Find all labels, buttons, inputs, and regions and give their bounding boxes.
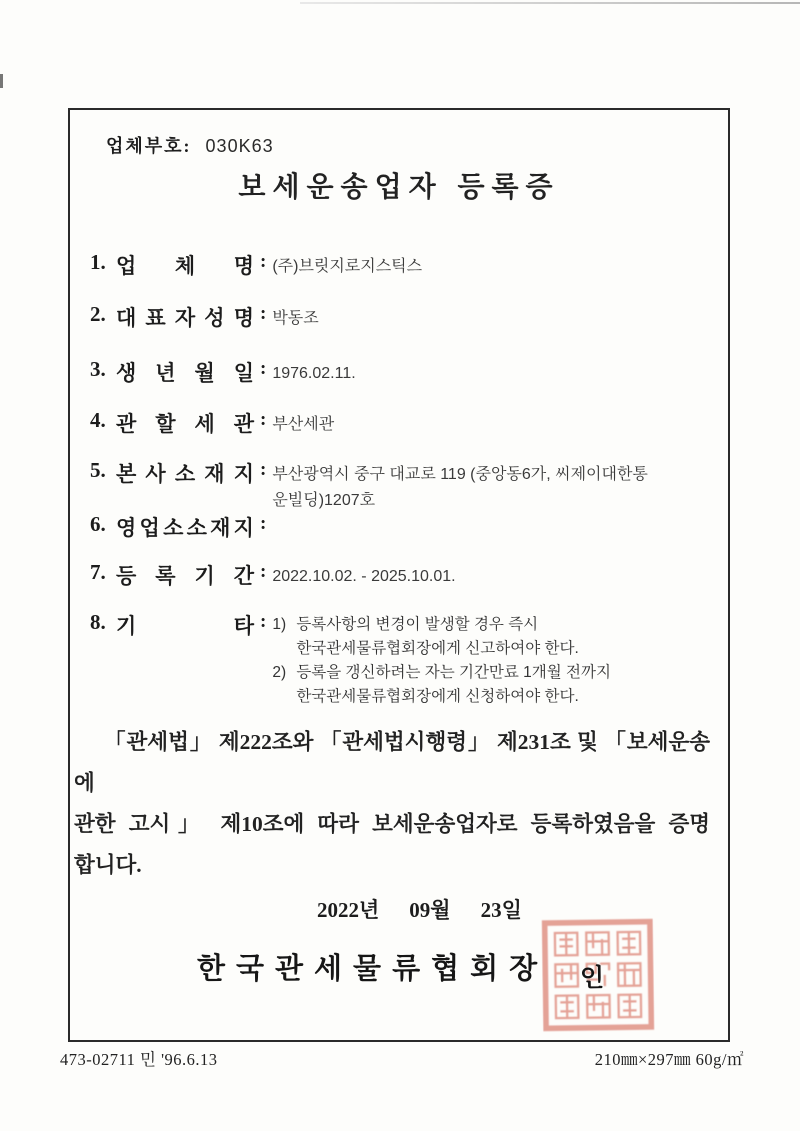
note-2 xyxy=(272,661,611,709)
issue-day: 23일 xyxy=(480,898,522,922)
note-text xyxy=(296,613,578,661)
official-seal-stamp xyxy=(541,917,655,1033)
issue-month: 09월 xyxy=(409,898,451,922)
note-line: 등록사항의 변경이 발생할 경우 즉시 xyxy=(296,616,539,633)
item-number: 5. xyxy=(90,458,106,482)
form-number: 473-02711 민 '96.6.13 xyxy=(60,1050,218,1069)
item-value: 박동조 xyxy=(272,310,319,327)
note-marker: 2) xyxy=(272,664,287,681)
scan-artifact-line xyxy=(300,2,800,4)
item-colon: : xyxy=(260,358,267,379)
certificate-title: 보세운송업자 등록증 xyxy=(238,171,560,202)
address-line-2: 운빌딩)1207호 xyxy=(272,492,376,509)
field-miscellaneous xyxy=(90,610,611,709)
item-label: 대 표 자 성 명 xyxy=(116,306,254,330)
field-branch-office-address xyxy=(90,512,272,542)
note-marker: 1) xyxy=(272,616,287,633)
item-number: 8. xyxy=(90,610,106,634)
item-colon: : xyxy=(260,611,267,632)
company-code-label: 업체부호: xyxy=(106,136,192,156)
issuer-name: 한국관세물류협회장 xyxy=(197,953,549,985)
item-label: 기 타 xyxy=(116,614,254,638)
note-1 xyxy=(272,613,611,661)
item-number: 3. xyxy=(90,357,106,381)
item-number: 4. xyxy=(90,408,106,432)
note-line: 등록을 갱신하려는 자는 기간만료 1개월 전까지 xyxy=(296,664,611,681)
misc-notes xyxy=(272,610,611,709)
certificate-border-frame xyxy=(68,108,730,1042)
item-value xyxy=(272,458,648,514)
item-number: 2. xyxy=(90,302,106,326)
paper-spec: 210㎜×297㎜ 60g/㎡ xyxy=(594,1050,744,1069)
item-value: 부산세관 xyxy=(272,416,335,433)
certification-statement xyxy=(74,722,710,886)
item-value: 1976.02.11. xyxy=(272,365,356,382)
field-birth-date xyxy=(90,357,356,387)
item-colon: : xyxy=(260,409,267,430)
issue-year: 2022년 xyxy=(317,898,380,922)
item-number: 1. xyxy=(90,250,106,274)
item-colon: : xyxy=(260,303,267,324)
statement-line-3: 합니다. xyxy=(74,853,142,877)
field-customs-office xyxy=(90,408,334,438)
address-line-1: 부산광역시 중구 대교로 119 (중앙동6가, 씨제이대한통 xyxy=(272,466,648,483)
issue-date xyxy=(317,894,522,924)
note-line: 한국관세물류협회장에게 신고하여야 한다. xyxy=(296,640,579,657)
item-number: 6. xyxy=(90,512,106,536)
statement-line-1: 「관세법」 제222조와 「관세법시행령」 제231조 및 「보세운송에 xyxy=(74,730,710,795)
field-head-office-address xyxy=(90,458,648,514)
item-value: (주)브릿지로지스틱스 xyxy=(272,258,423,275)
item-label: 생 년 월 일 xyxy=(116,361,254,385)
item-label: 업 체 명 xyxy=(116,254,254,278)
note-text xyxy=(296,661,611,709)
field-representative-name xyxy=(90,302,319,332)
company-code-row xyxy=(106,132,274,158)
item-number: 7. xyxy=(90,560,106,584)
note-line: 한국관세물류협회장에게 신청하여야 한다. xyxy=(296,688,579,705)
field-registration-period xyxy=(90,560,456,590)
item-label: 관 할 세 관 xyxy=(116,412,254,436)
item-colon: : xyxy=(260,561,267,582)
item-value: 2022.10.02. - 2025.10.01. xyxy=(272,568,456,585)
item-colon: : xyxy=(260,513,267,534)
item-label: 본 사 소 재 지 xyxy=(116,462,254,486)
seal-placeholder-character: 인 xyxy=(579,963,605,993)
field-company-name xyxy=(90,250,422,280)
item-colon: : xyxy=(260,459,267,480)
statement-line-2: 관한 고시」 제10조에 따라 보세운송업자로 등록하였음을 증명 xyxy=(74,812,710,836)
company-code-value: 030K63 xyxy=(205,136,274,156)
item-label: 등 록 기 간 xyxy=(116,564,254,588)
scan-artifact-speck xyxy=(0,74,3,88)
item-colon: : xyxy=(260,251,267,272)
item-label: 영 업 소 소 재 지 xyxy=(116,516,254,540)
